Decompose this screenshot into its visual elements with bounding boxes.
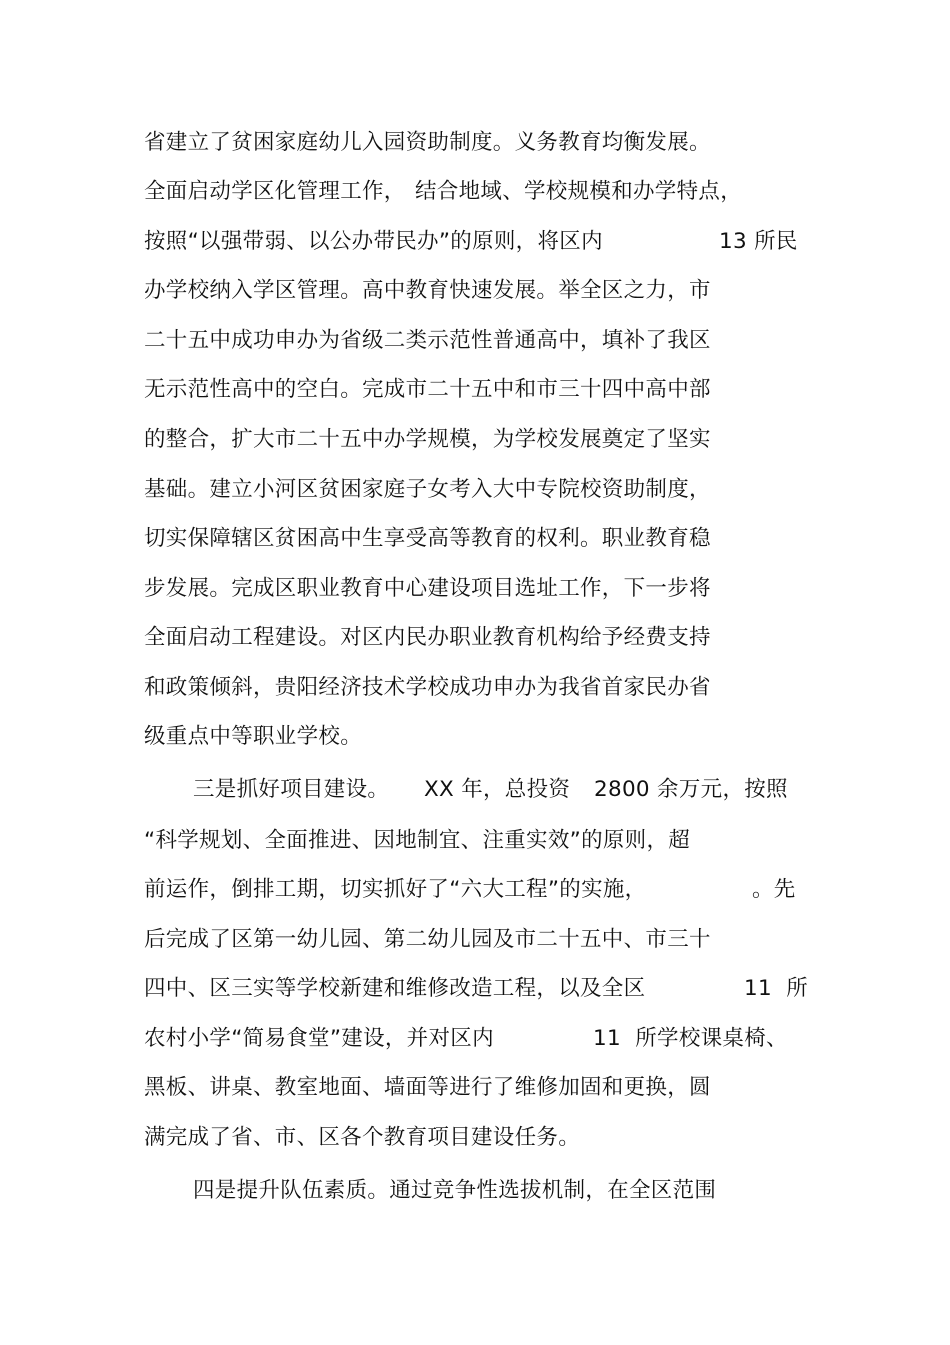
text-line xyxy=(144,924,844,956)
text-segment: 三是抓好项目建设。 xyxy=(193,777,390,802)
text-segment: 2800 余万元，按照 xyxy=(594,777,788,802)
text-segment: 11 所 xyxy=(744,976,809,1001)
text-segment: 无示范性高中的空白。完成市二十五中和市三十四中高中部 xyxy=(144,377,711,402)
text-line xyxy=(144,825,844,857)
text-line xyxy=(144,672,844,704)
text-line xyxy=(144,424,844,456)
text-line xyxy=(144,523,844,555)
text-segment: 后完成了区第一幼儿园、第二幼儿园及市二十五中、市三十 xyxy=(144,927,711,952)
text-segment: 全面启动工程建设。对区内民办职业教育机构给予经费支持 xyxy=(144,625,711,650)
text-line xyxy=(144,1175,844,1207)
text-segment: 和政策倾斜，贵阳经济技术学校成功申办为我省首家民办省 xyxy=(144,675,711,700)
text-line xyxy=(144,325,844,357)
text-line xyxy=(144,973,844,1005)
text-segment: 步发展。完成区职业教育中心建设项目选址工作，下一步将 xyxy=(144,576,711,601)
text-line xyxy=(144,226,844,258)
text-line xyxy=(144,127,844,159)
text-line xyxy=(144,774,844,806)
text-segment: 四中、区三实等学校新建和维修改造工程，以及全区 xyxy=(144,976,646,1001)
text-segment: 按照“以强带弱、以公办带民办”的原则，将区内 xyxy=(144,229,603,254)
text-segment: XX 年，总投资 xyxy=(424,777,571,802)
text-segment: 省建立了贫困家庭幼儿入园资助制度。义务教育均衡发展。 xyxy=(144,130,711,155)
text-segment: 农村小学“简易食堂”建设，并对区内 xyxy=(144,1026,494,1051)
text-line xyxy=(144,176,844,208)
text-segment: 。先 xyxy=(752,877,796,902)
text-segment: 结合地域、学校规模和办学特点， xyxy=(415,179,743,204)
text-segment: 13 所民 xyxy=(719,229,798,254)
text-line xyxy=(144,721,844,753)
text-segment: 黑板、讲桌、教室地面、墙面等进行了维修加固和更换，圆 xyxy=(144,1075,711,1100)
text-segment: 级重点中等职业学校。 xyxy=(144,724,363,749)
text-segment: “科学规划、全面推进、因地制宜、注重实效”的原则，超 xyxy=(144,828,691,853)
text-line xyxy=(144,275,844,307)
text-segment: 基础。建立小河区贫困家庭子女考入大中专院校资助制度， xyxy=(144,477,711,502)
text-line xyxy=(144,573,844,605)
text-line xyxy=(144,374,844,406)
text-segment: 前运作，倒排工期，切实抓好了“六大工程”的实施， xyxy=(144,877,647,902)
text-line xyxy=(144,1122,844,1154)
text-line xyxy=(144,474,844,506)
text-line xyxy=(144,1072,844,1104)
text-line xyxy=(144,874,844,906)
text-segment: 的整合，扩大市二十五中办学规模，为学校发展奠定了坚实 xyxy=(144,427,711,452)
text-segment: 11 所学校课桌椅、 xyxy=(593,1026,788,1051)
text-line xyxy=(144,1023,844,1055)
text-segment: 二十五中成功申办为省级二类示范性普通高中，填补了我区 xyxy=(144,328,711,353)
text-segment: 切实保障辖区贫困高中生享受高等教育的权利。职业教育稳 xyxy=(144,526,711,551)
text-line xyxy=(144,622,844,654)
text-segment: 四是提升队伍素质。通过竞争性选拔机制，在全区范围 xyxy=(193,1178,717,1203)
text-segment: 办学校纳入学区管理。高中教育快速发展。举全区之力，市 xyxy=(144,278,711,303)
text-segment: 满完成了省、市、区各个教育项目建设任务。 xyxy=(144,1125,581,1150)
text-segment: 全面启动学区化管理工作， xyxy=(144,179,406,204)
